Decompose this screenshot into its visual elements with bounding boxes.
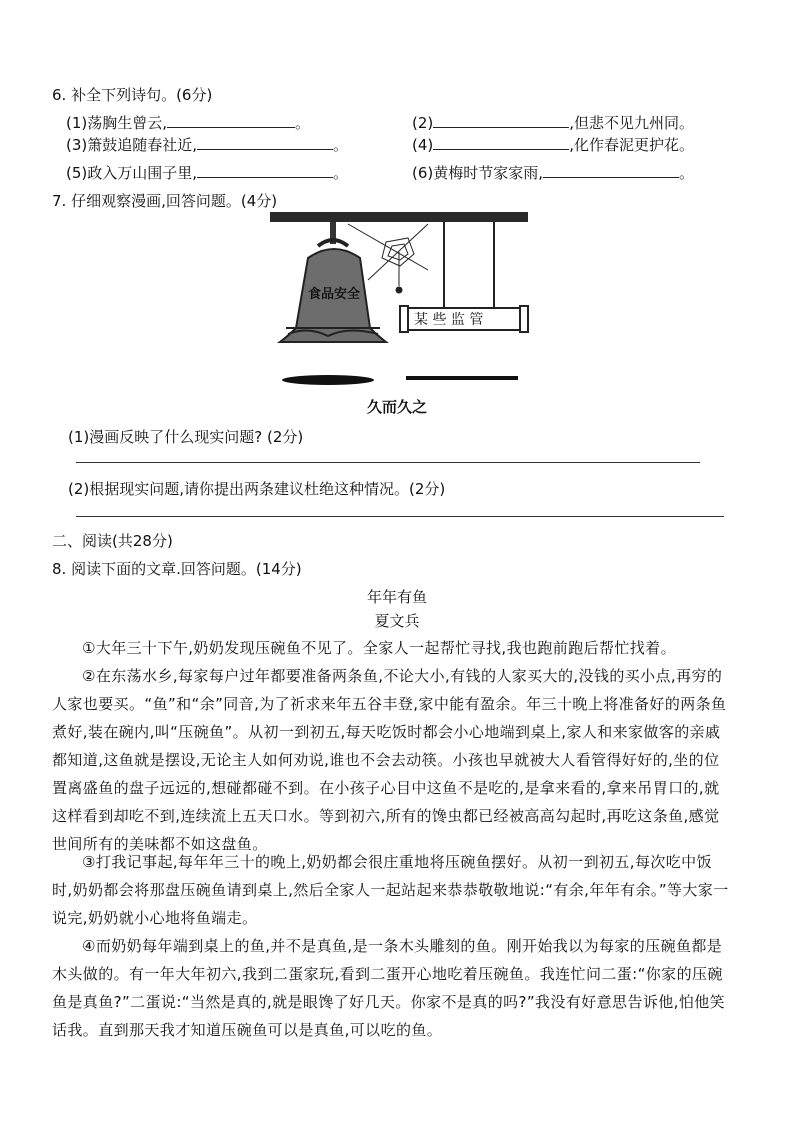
q6-item-6-post: 。 [679, 164, 695, 182]
q6-blank-2[interactable] [433, 113, 569, 128]
q6-item-6-pre: (6)黄梅时节家家雨, [412, 164, 544, 182]
article-author: 夏文兵 [374, 612, 420, 630]
q7-sub2: (2)根据现实问题,请你提出两条建议杜绝这种情况。(2分) [68, 480, 446, 498]
q6-blank-4[interactable] [433, 135, 569, 150]
q6-item-1-pre: (1)荡胸生曾云, [66, 114, 168, 132]
q7-title: 7. 仔细观察漫画,回答问题。(4分) [52, 192, 278, 210]
article-paragraph-4 [52, 932, 732, 1044]
q7-sub1: (1)漫画反映了什么现实问题? (2分) [68, 428, 304, 446]
bell-shadow [282, 375, 374, 385]
cartoon-illustration [268, 210, 530, 390]
paragraph-1-text: ①大年三十下午,奶奶发现压碗鱼不见了。全家人一起帮忙寻找,我也跑前跑后帮忙找着。 [82, 639, 676, 657]
q6-title: 6. 补全下列诗句。(6分) [52, 86, 213, 104]
article-paragraph-3 [52, 848, 732, 932]
q6-item-2-post: ,但悲不见九州同。 [569, 114, 695, 132]
scroll-shadow [406, 376, 518, 380]
q6-blank-1[interactable] [167, 113, 295, 128]
q6-item-5 [66, 162, 348, 183]
paragraph-4-text: ④而奶奶每年端到桌上的鱼,并不是真鱼,是一条木头雕刻的鱼。刚开始我以为每家的压碗鱼都是木头做的。有一年大年初六,我到二蛋家玩,看到二蛋开心地吃着压碗鱼。我连忙问二蛋:“你家的压碗鱼是真鱼?”二蛋说:“当然是真的,就是眼馋了好几天。你家不是真的吗?”我没有好意思告诉他,怕他笑话我。直到那天我才知道压碗鱼可以是真鱼,可以吃的鱼。 [52, 937, 726, 1039]
article-paragraph-1 [52, 634, 732, 662]
q6-item-3-post: 。 [333, 136, 349, 154]
section-2-heading: 二、阅读(共28分) [52, 532, 173, 550]
q6-blank-6[interactable] [543, 163, 679, 178]
q6-item-1 [66, 112, 310, 133]
q6-item-3-pre: (3)箫鼓追随春社近, [66, 136, 198, 154]
q6-item-5-post: 。 [333, 164, 349, 182]
q6-item-2 [412, 112, 694, 133]
article-title: 年年有鱼 [366, 588, 427, 606]
article-paragraph-2 [52, 662, 732, 858]
paragraph-3-text: ③打我记事起,每年年三十的晚上,奶奶都会很庄重地将压碗鱼摆好。从初一到初五,每次吃中饭时,奶奶都会将那盘压碗鱼请到桌上,然后全家人一起站起来恭恭敬敬地说:“有余,年年有余。”等大家一说完,奶奶就小心地将鱼端走。 [52, 853, 729, 927]
q6-blank-3[interactable] [197, 135, 333, 150]
q7-answer-line-1[interactable] [76, 462, 700, 463]
q7-answer-line-2[interactable] [76, 516, 724, 517]
cartoon-caption: 久而久之 [366, 398, 427, 416]
q8-title: 8. 阅读下面的文章.回答问题。(14分) [52, 560, 302, 578]
q6-item-4-post: ,化作春泥更护花。 [569, 136, 695, 154]
q6-blank-5[interactable] [197, 163, 333, 178]
q6-item-4 [412, 134, 694, 155]
cartoon-beam [270, 212, 528, 222]
q6-item-6 [412, 162, 694, 183]
scroll-label: 某 些 监 管 [414, 312, 484, 328]
bell-label: 食品安全 [308, 287, 361, 302]
q6-item-2-pre: (2) [412, 114, 434, 132]
q6-item-5-pre: (5)政入万山围子里, [66, 164, 198, 182]
paragraph-2-text: ②在东荡水乡,每家每户过年都要准备两条鱼,不论大小,有钱的人家买大的,没钱的买小点,再穷的人家也要买。“鱼”和“余”同音,为了祈求来年五谷丰登,家中能有盈余。年三十晚上将准备好的两条鱼煮好,装在碗内,叫“压碗鱼”。从初一到初五,每天吃饭时都会小心地端到桌上,家人和来家做客的亲戚都知道,这鱼就是摆设,无论主人如何劝说,谁也不会去动筷。小孩也早就被大人看管得好好的,坐的位置离盛鱼的盘子远远的,想碰都碰不到。在小孩子心目中这鱼不是吃的,是拿来看的,拿来吊胃口的,就这样看到却吃不到,连续流上五天口水。等到初六,所有的馋虫都已经被高高勾起时,再吃这条鱼,感觉世间所有的美味都不如这盘鱼。 [52, 667, 727, 853]
q6-item-4-pre: (4) [412, 136, 434, 154]
q6-item-1-post: 。 [295, 114, 311, 132]
q6-item-3 [66, 134, 348, 155]
